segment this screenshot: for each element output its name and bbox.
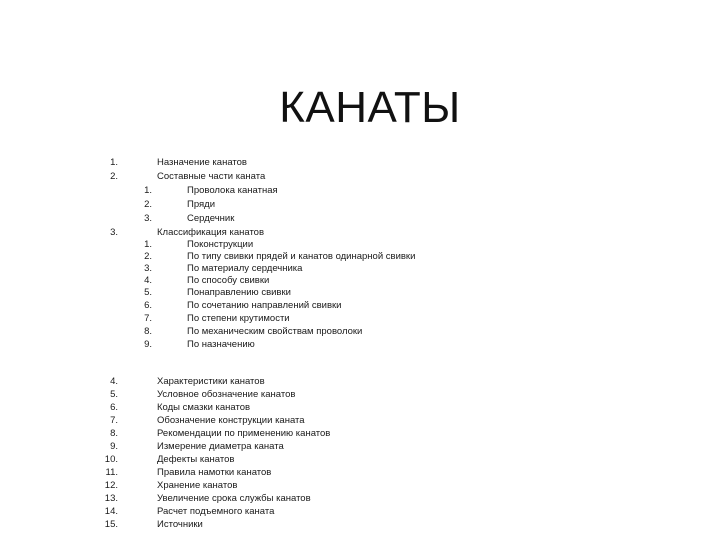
toc-item [0,441,720,453]
toc-item-number: 6. [110,402,118,413]
toc-item-text: По механическим свойствам проволоки [187,326,363,337]
toc-subitem [0,300,720,312]
toc-item-text: Правила намотки канатов [157,467,272,478]
toc-item-text: Назначение канатов [157,157,247,168]
toc-item-number: 3. [110,227,118,238]
toc-item-number: 1. [110,157,118,168]
toc-item-text: Хранение канатов [157,480,238,491]
toc-item [0,454,720,466]
toc-item-text: Понаправлению свивки [187,287,291,298]
toc-item-text: Сердечник [187,213,235,224]
toc-item-number: 10. [104,454,118,465]
toc-item-text: Характеристики канатов [157,376,265,387]
toc-item-text: Коды смазки канатов [157,402,251,413]
toc-subitem [0,275,720,287]
toc-item-text: Дефекты канатов [157,454,235,465]
toc-subitem [0,251,720,263]
toc-subitem [0,326,720,338]
toc-item-number: 1. [144,185,152,196]
toc-item [0,171,720,183]
toc-item-number: 9. [144,339,152,350]
toc-item-text: По способу свивки [187,275,270,286]
toc-item-text: Пряди [187,199,215,210]
toc-subitem [0,287,720,299]
slide-title: КАНАТЫ [279,83,461,132]
toc-item-text: Классификация канатов [157,227,265,238]
toc-item [0,415,720,427]
toc-item-text: По сочетанию направлений свивки [187,300,342,311]
toc-item-number: 6. [144,300,152,311]
toc-item-number: 1. [144,239,152,250]
toc-subitem [0,213,720,225]
toc-item-number: 2. [144,251,152,262]
toc-subitem [0,313,720,325]
toc-item-text: По типу свивки прядей и канатов одинарной свивки [187,251,416,262]
toc-item-number: 7. [110,415,118,426]
toc-subitem [0,339,720,351]
toc-subitem [0,239,720,251]
toc-item-number: 5. [144,287,152,298]
toc-item-text: По степени крутимости [187,313,290,324]
toc-item [0,506,720,518]
toc-item [0,519,720,531]
toc-item-text: Обозначение конструкции каната [157,415,305,426]
toc-item-text: Измерение диаметра каната [157,441,284,452]
toc-item-text: Источники [157,519,203,530]
toc-item-text: Увеличение срока службы канатов [157,493,311,504]
toc-item-text: Поконструкции [187,239,254,250]
toc-item-number: 12. [104,480,118,491]
toc-item-number: 4. [144,275,152,286]
toc-item-number: 5. [110,389,118,400]
toc-item [0,493,720,505]
toc-item-number: 11. [105,467,118,478]
toc-item-number: 13. [104,493,118,504]
toc-subitem [0,263,720,275]
toc-item-number: 3. [144,213,152,224]
toc-item-number: 15. [104,519,118,530]
toc-item-number: 8. [110,428,118,439]
toc-item [0,480,720,492]
toc-item-text: По материалу сердечника [187,263,303,274]
toc-item-text: Рекомендации по применению канатов [157,428,331,439]
toc-item-number: 14. [104,506,118,517]
toc-item [0,157,720,169]
toc-subitem [0,199,720,211]
toc-item-number: 4. [110,376,118,387]
toc-item-text: Составные части каната [157,171,266,182]
toc-item-number: 2. [144,199,152,210]
toc-item-text: По назначению [187,339,255,350]
toc-item-number: 2. [110,171,118,182]
toc-item-number: 3. [144,263,152,274]
toc-item [0,376,720,388]
toc-item-text: Проволока канатная [187,185,278,196]
toc-item-number: 7. [144,313,152,324]
toc-item [0,467,720,479]
toc-item [0,227,720,239]
toc-item-text: Расчет подъемного каната [157,506,275,517]
toc-item [0,389,720,401]
toc-item [0,428,720,440]
toc-item-text: Условное обозначение канатов [157,389,296,400]
toc-subitem [0,185,720,197]
toc-item [0,402,720,414]
toc-item-number: 9. [110,441,118,452]
toc-item-number: 8. [144,326,152,337]
